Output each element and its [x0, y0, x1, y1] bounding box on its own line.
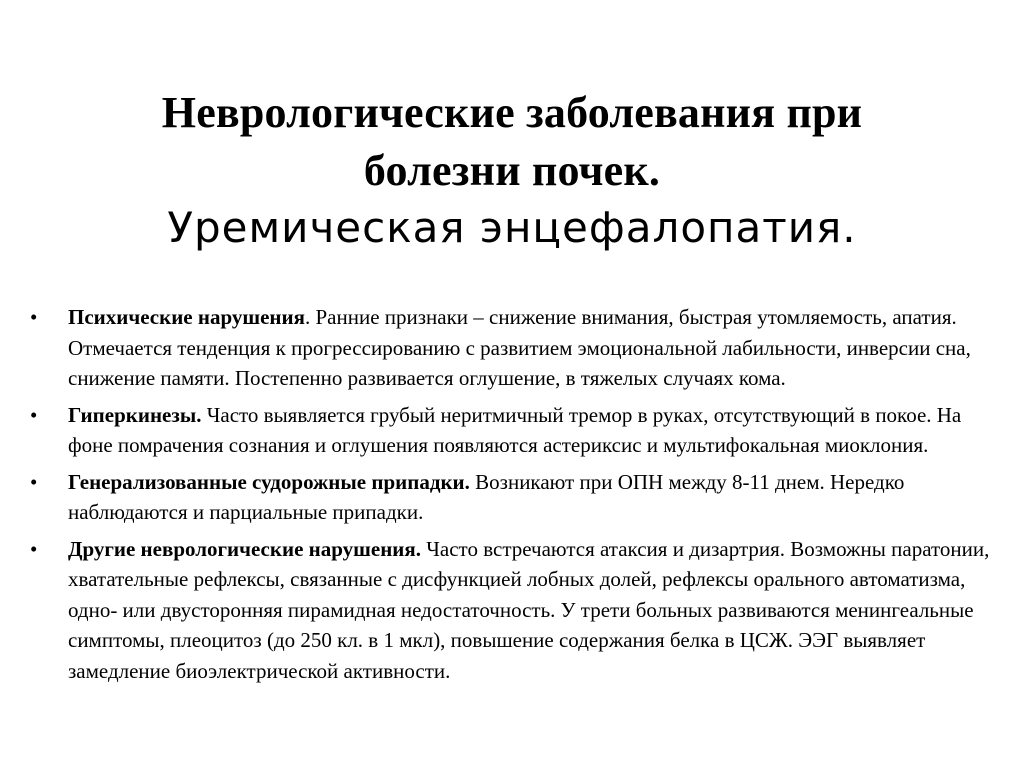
bullet-item-seizures	[30, 467, 1000, 528]
bullet-marker: •	[30, 536, 38, 561]
bullet-heading: Другие неврологические нарушения.	[68, 536, 422, 561]
slide-title-line-1: Неврологические заболевания при	[161, 88, 863, 137]
bullet-text: Часто встречаются атаксия и дизартрия. Возможны паратонии, хватательные рефлексы, связанные с дисфункцией лобных долей, рефлексы орального автоматизма, одно- или двусторонняя пирамидная недостаточность. У трети больных развиваются менингеальные симптомы, плеоцитоз (до 250 кл. в 1 мкл), повышение содержания белка в ЦСЖ. ЭЭГ выявляет замедление биоэлектрической активности.	[68, 536, 990, 683]
bullet-heading: Генерализованные судорожные припадки.	[68, 469, 470, 494]
bullet-text: . Ранние признаки – снижение внимания, быстрая утомляемость, апатия. Отмечается тенденция к прогрессированию с развитием эмоциональной лабильности, инверсии сна, снижение памяти. Постепенно развивается оглушение, в тяжелых случаях кома.	[68, 305, 971, 390]
title-block	[40, 84, 984, 256]
bullet-text: Возникают при ОПН между 8-11 днем. Нередко наблюдаются и парциальные припадки.	[68, 469, 905, 524]
bullet-marker: •	[30, 305, 38, 329]
slide-title-line-2: болезни почек.	[363, 146, 661, 195]
slide-subtitle: Уремическая энцефалопатия.	[167, 203, 857, 252]
bullet-item-mental-disorders	[30, 302, 1000, 394]
bullet-heading: Психические нарушения	[68, 305, 305, 329]
bullet-marker: •	[30, 469, 38, 494]
bullet-item-other-disorders	[30, 534, 1000, 687]
bullet-text: Часто выявляется грубый неритмичный тремор в руках, отсутствующий в покое. На фоне помрачения сознания и оглушения появляются астериксис и мультифокальная миоклония.	[68, 402, 962, 457]
bullet-item-hyperkinesis	[30, 400, 1000, 461]
bullet-list	[30, 302, 1000, 692]
bullet-marker: •	[30, 402, 38, 427]
bullet-heading: Гиперкинезы.	[68, 402, 202, 427]
